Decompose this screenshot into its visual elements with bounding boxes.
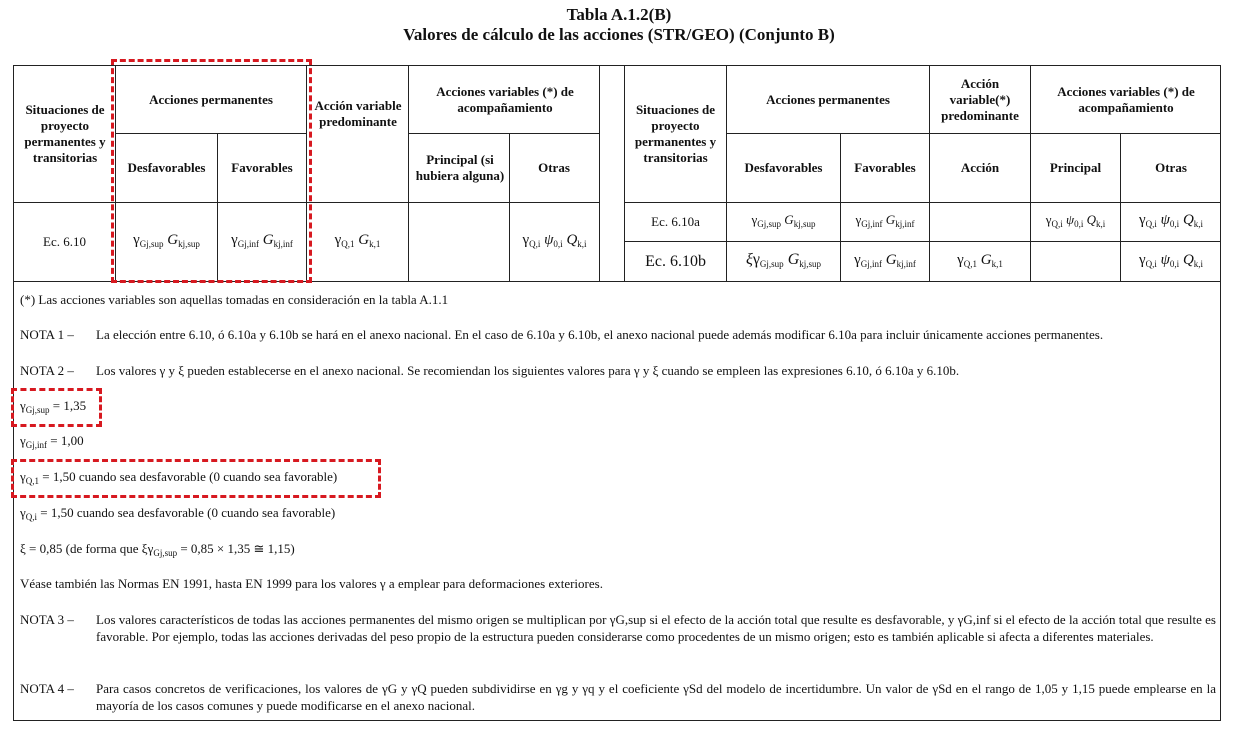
nota-1-text: La elección entre 6.10, ó 6.10a y 6.10b se hará en el anexo nacional. En el caso de 6.10a y 6.10b, el anexo nacional puede además modificar 6.10a para incluir únicamente acciones permanentes. — [96, 327, 1104, 342]
nota-2 — [20, 362, 1216, 379]
nota-3 — [20, 611, 1216, 663]
gamma-gj-sup-value: $\gamma_{Gj,sup} = 1,35$ — [20, 398, 87, 415]
left-table-right — [599, 65, 600, 281]
left-header-favorables: Favorables — [231, 160, 293, 175]
left-cell-favorables: $\gamma_{Gj,inf}$ $G_{kj,inf}$ — [231, 232, 293, 249]
left-header-variables-acomp: Acciones variables (*) de acompañamiento — [436, 83, 574, 115]
right-a-desfavorables: $\gamma_{Gj,sup}$ $G_{kj,sup}$ — [751, 212, 816, 229]
left-cell-accion: $\gamma_{Q,1}$ $G_{k,1}$ — [334, 232, 381, 249]
nota-3-text: Los valores característicos de todas las acciones permanentes del mismo origen se multiplican por γG,sup si el efecto de la acción total que resulte es desfavorable, y γG,inf si el efecto de la acción total que resulte es favorable. Por ejemplo, todas las acciones derivadas del peso propio de la estructura pueden considerarse como procedentes de un mismo origen; esto es también aplicable si afecta a diferentes materiales. — [96, 612, 1216, 644]
table-title: Tabla A.1.2(B) — [566, 5, 672, 24]
right-header-desfavorables: Desfavorables — [744, 160, 823, 175]
nota-1-label: NOTA 1 – — [20, 327, 74, 342]
right-header-favorables: Favorables — [854, 160, 916, 175]
highlight-gamma-sup — [11, 388, 102, 427]
nota-3-label: NOTA 3 – — [20, 612, 74, 627]
left-header-otras: Otras — [538, 160, 570, 175]
right-header-otras: Otras — [1155, 160, 1187, 175]
nota-2-label: NOTA 2 – — [20, 363, 74, 378]
right-b-desfavorables: $\xi\gamma_{Gj,sup}$ $G_{kj,sup}$ — [745, 250, 822, 269]
left-row-label: Ec. 6.10 — [43, 234, 86, 249]
right-header-variables-acomp: Acciones variables (*) de acompañamiento — [1057, 83, 1195, 115]
right-a-favorables: $\gamma_{Gj,inf}$ $G_{kj,inf}$ — [855, 212, 915, 229]
nota-4 — [20, 680, 1216, 715]
left-col-sep — [408, 65, 409, 281]
right-b-accion: $\gamma_{Q,1}$ $G_{k,1}$ — [957, 251, 1003, 269]
xi-value: ξ = 0,85 (de forma que $\xi\gamma_{Gj,sup} = 0,85 \times 1,35$ ≅ 1,15) — [20, 541, 295, 558]
highlight-gamma-q1 — [11, 459, 381, 498]
left-header-principal: Principal (si hubiera alguna) — [415, 152, 505, 183]
left-cell-otras: $\gamma_{Q,i}$ $\psi_{0,i}$ $Q_{k,i}$ — [522, 232, 587, 249]
table-subtitle: Valores de cálculo de las acciones (STR/GEO) (Conjunto B) — [403, 25, 835, 44]
note-vease: Véase también las Normas EN 1991, hasta EN 1999 para los valores γ a emplear para deformaciones exteriores. — [20, 576, 603, 591]
nota-1 — [20, 326, 1216, 343]
right-header-accion: Acción — [960, 160, 1000, 175]
nota-2-text: Los valores γ y ξ pueden establecerse en el anexo nacional. Se recomiendan los siguientes valores para γ y ξ cuando se empleen las expresiones 6.10, ó 6.10a y 6.10b. — [96, 363, 960, 378]
right-header-permanentes: Acciones permanentes — [766, 91, 890, 107]
highlight-acciones-permanentes — [111, 59, 312, 283]
right-row-b-label: Ec. 6.10b — [645, 252, 706, 270]
note-asterisk: (*) Las acciones variables son aquellas tomadas en consideración en la tabla A.1.1 — [20, 292, 449, 307]
right-row-a-label: Ec. 6.10a — [651, 214, 700, 229]
left-header-desfavorables: Desfavorables — [127, 160, 206, 175]
nota-4-text: Para casos concretos de verificaciones, los valores de γG y γQ pueden subdividirse en γg y γq y el coeficiente γSd del modelo de incertidumbre. Un valor de γSd en el rango de 1,05 y 1,15 puede emplearse en la mayoría de los casos comunes y puede modificarse en el anexo nacional. — [96, 681, 1216, 713]
left-header-permanentes: Acciones permanentes — [149, 91, 273, 107]
right-b-otras: $\gamma_{Q,i}$ $\psi_{0,i}$ $Q_{k,i}$ — [1138, 251, 1204, 269]
right-header-situaciones: Situaciones de proyecto permanentes y transitorias — [634, 102, 717, 165]
left-header-accion-variable: Acción variable predominante — [314, 98, 402, 129]
right-b-favorables: $\gamma_{Gj,inf}$ $G_{kj,inf}$ — [854, 251, 916, 269]
left-header-situaciones: Situaciones de proyecto permanentes y transitorias — [24, 102, 106, 165]
gamma-qi-value: $\gamma_{Q,i} = 1,50$ cuando sea desfavorable (0 cuando sea favorable) — [20, 505, 336, 522]
right-a-principal: $\gamma_{Q,i}$ $\psi_{0,i}$ $Q_{k,i}$ — [1045, 212, 1106, 229]
gamma-gj-inf-value: $\gamma_{Gj,inf} = 1,00$ — [20, 433, 84, 450]
right-header-accion-variable: Acción variable(*) predominante — [941, 75, 1019, 123]
right-a-otras: $\gamma_{Q,i}$ $\psi_{0,i}$ $Q_{k,i}$ — [1138, 212, 1204, 229]
left-cell-desfavorables: $\gamma_{Gj,sup}$ $G_{kj,sup}$ — [133, 232, 200, 249]
gamma-q1-value: $\gamma_{Q,1} = 1,50$ cuando sea desfavorable (0 cuando sea favorable) — [20, 469, 338, 486]
right-header-principal: Principal — [1049, 160, 1102, 175]
nota-4-label: NOTA 4 – — [20, 681, 74, 696]
